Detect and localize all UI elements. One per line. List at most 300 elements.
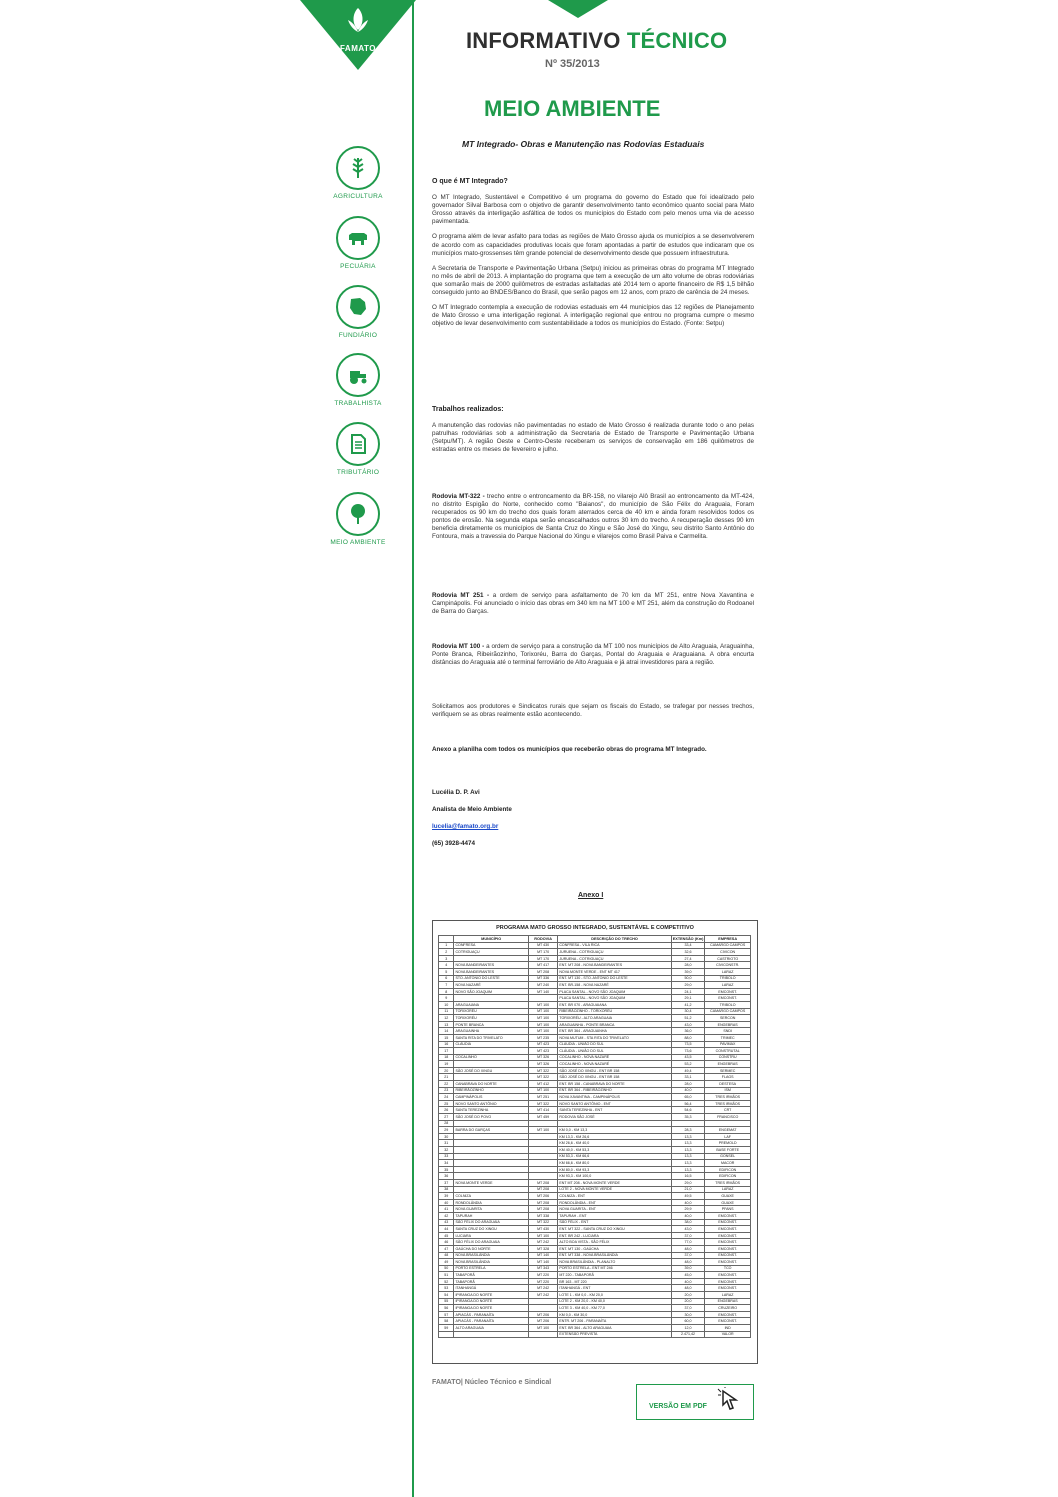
table-cell: NOVO SANTO ANTÔNIO [454, 1100, 529, 1107]
table-cell: MT 326 [528, 1054, 557, 1061]
table-row [439, 1232, 751, 1239]
table-cell: 24 [439, 1094, 454, 1101]
table-cell: ENT. BR 364 - ALTO ARAGUAIA [558, 1325, 671, 1332]
table-cell: 49 [439, 1259, 454, 1266]
table-cell [528, 1147, 557, 1154]
sidebar-item-label: PECUÁRIA [340, 263, 376, 270]
sidebar-item-meio-ambiente[interactable] [322, 492, 394, 546]
table-row [439, 1021, 751, 1028]
table-cell: MT 100 [528, 1001, 557, 1008]
table-cell: 88,0 [671, 1034, 705, 1041]
table-cell: EMCONST. [705, 995, 751, 1002]
table-cell: 13,3 [671, 1153, 705, 1160]
table-cell: MT 206 [528, 1311, 557, 1318]
table-cell: 51,2 [671, 1015, 705, 1022]
table-cell: NOVA BANDEIRANTES [454, 968, 529, 975]
table-cell: 43,0 [671, 1226, 705, 1233]
table-cell: 12,0 [671, 1325, 705, 1332]
sidebar-item-agricultura[interactable] [322, 146, 394, 200]
table-row [439, 1160, 751, 1167]
sidebar-item-label: FUNDIÁRIO [338, 332, 378, 339]
road-title: Rodovia MT 100 - [432, 643, 485, 650]
table-cell: 11 [439, 1008, 454, 1015]
table-cell: IPIRANGA DO NORTE [454, 1298, 529, 1305]
table-cell: MT 208 [528, 1186, 557, 1193]
table-cell: MT 100 [528, 1015, 557, 1022]
table-cell: FLAGS [705, 1074, 751, 1081]
table-cell: BR 163 - MT 220 [558, 1278, 671, 1285]
table-cell: ENGEBRAS [705, 1021, 751, 1028]
table-cell: ISM [705, 1087, 751, 1094]
table-cell: 18 [439, 1054, 454, 1061]
table-cell: 2.471,42 [671, 1331, 705, 1338]
tractor-icon [336, 353, 380, 397]
sidebar-item-label: TRABALHISTA [334, 400, 382, 407]
table-cell: 29,0 [671, 1179, 705, 1186]
table-cell: 37,0 [671, 1232, 705, 1239]
table-cell: MT 100 [528, 1021, 557, 1028]
table-cell: MT 336 [528, 975, 557, 982]
table-cell: 13,3 [671, 1133, 705, 1140]
table-cell: BARRA DO GARÇAS [454, 1127, 529, 1134]
table-cell: 28 [439, 1120, 454, 1127]
header-accent [548, 0, 608, 18]
table-cell: MT 322 [528, 1219, 557, 1226]
table-cell: PREMOLD [705, 1140, 751, 1147]
table-cell: 43,5 [671, 1054, 705, 1061]
table-cell: MT 423 [528, 1041, 557, 1048]
table-cell: ALTO ARAGUAIA [454, 1325, 529, 1332]
table-row [439, 1107, 751, 1114]
table-cell: LARAZ [705, 968, 751, 975]
table-row [439, 1087, 751, 1094]
paragraph: O MT Integrado contempla a execução de rodovias estaduais em 44 municípios das 12 regiões de Planejamento de Mato Grosso e uma interligação regional. A interligação regional que entrou no programa cumpre o mesmo objetivo de levar desenvolvimento com sustentabilidade a todos os municípios do Estado. (Fonte: Setpu) [432, 304, 754, 328]
table-row [439, 1028, 751, 1035]
table-cell: EMCONST. [705, 1311, 751, 1318]
table-cell: 52 [439, 1278, 454, 1285]
logo-text: FAMATO [339, 44, 377, 53]
table-cell: 36 [439, 1173, 454, 1180]
table-cell [454, 1160, 529, 1167]
table-cell: 77,0 [671, 1239, 705, 1246]
table-cell [454, 1166, 529, 1173]
table-cell: 19 [439, 1061, 454, 1068]
table-cell [454, 1048, 529, 1055]
table-cell: 60,0 [671, 1318, 705, 1325]
table-cell: MT 251 [528, 1094, 557, 1101]
table-row [439, 955, 751, 962]
table-cell: KM 66,6 - KM 80,0 [558, 1160, 671, 1167]
table-row [439, 1173, 751, 1180]
table-cell: RONDOLÂNDIA - ENT [558, 1199, 671, 1206]
table-cell: PAVIMAX [705, 1041, 751, 1048]
table-cell: KM 53,3 - KM 66,6 [558, 1153, 671, 1160]
table-cell: 48,0 [671, 1259, 705, 1266]
road-text: trecho entre o entroncamento da BR-158, no vilarejo Alô Brasil ao entroncamento da MT-424, no distrito Espigão do Norte, conhecido como "Baianos", do município de São Félix do Araguaia, Foram recuperados os 90 km do trecho dos quais foram aterrados cerca de 40 km e ainda foram resolvidos todos os pontos de erosão. Na segunda etapa serão encascalhados outros 30 km do trecho. A recuperação desses 90 km beneficia diretamente os municípios de Santa Cruz do Xingu e São José do Xingu, seu distrito Santo Antônio do Fontoura, mais a travessia do Parque Nacional do Xingu e vilarejos como Brasil Paiva e Carmelita. [432, 493, 754, 541]
road-mt100 [432, 643, 754, 667]
sidebar-item-tributario[interactable] [322, 422, 394, 476]
table-cell: 21,0 [671, 1186, 705, 1193]
table-row [439, 1331, 751, 1338]
table-cell: TRIBOLO [705, 975, 751, 982]
table-cell: COLNIZA [454, 1193, 529, 1200]
famato-logo[interactable] [318, 0, 398, 60]
table-row [439, 1034, 751, 1041]
road-title: Rodovia MT 251 - [432, 592, 490, 599]
table-cell: 40,0 [671, 1278, 705, 1285]
table-row [439, 1179, 751, 1186]
header-empresa: EMPRESA [705, 936, 751, 943]
page-title [466, 28, 727, 54]
table-cell: 29 [439, 1127, 454, 1134]
table-cell: NOVA GUARITA [454, 1206, 529, 1213]
table-cell: NOVO SANTO ANTÔNIO - ENT [558, 1100, 671, 1107]
cursor-hand-icon [715, 1387, 745, 1415]
table-cell: NOVA GUARITA - ENT [558, 1206, 671, 1213]
table-cell: NOVA MONTE VERDE [454, 1179, 529, 1186]
table-cell: 21 [439, 1074, 454, 1081]
table-cell: 40,0 [671, 1199, 705, 1206]
table-cell [528, 1133, 557, 1140]
title-part1: INFORMATIVO [466, 28, 627, 53]
table-row [439, 962, 751, 969]
table-cell: 25 [439, 1100, 454, 1107]
table-cell: SERMEC [705, 1067, 751, 1074]
table-cell: 39,0 [671, 1265, 705, 1272]
header-descricao: DESCRIÇÃO DO TRECHO [558, 936, 671, 943]
table-cell: 14 [439, 1028, 454, 1035]
table-row [439, 1008, 751, 1015]
table-cell: 30,0 [671, 1311, 705, 1318]
table-cell: CLÁUDIA - UNIÃO DO SUL [558, 1048, 671, 1055]
table-cell: 53,2 [671, 1061, 705, 1068]
table-cell: 48,0 [671, 1285, 705, 1292]
table-cell: 16,5 [671, 1173, 705, 1180]
table-cell: TORIXORÉU [454, 1015, 529, 1022]
table-cell: MT 322 [528, 1067, 557, 1074]
table-cell: LOTE 2 - NOVA MONTE VERDE [558, 1186, 671, 1193]
road-text: a ordem de serviço para asfaltamento de 70 km da MT 251, entre Nova Xavantina e Campinápolis. Foi anunciado o início das obras em 340 km na MT 100 e MT 251, além da construção do Rodoanel de Barra do Garças. [432, 592, 754, 616]
table-cell: MT 100 [528, 1008, 557, 1015]
table-cell: CLÁUDIA - UNIÃO DO SUL [558, 1041, 671, 1048]
table-row [439, 942, 751, 949]
table-cell: MT 100 [528, 1087, 557, 1094]
table-cell: APIACÁS - PARANAÍTA [454, 1311, 529, 1318]
sidebar-item-fundiario[interactable] [322, 285, 394, 339]
table-cell: KM 40,0 - KM 53,3 [558, 1147, 671, 1154]
table-cell: RIBEIRÃOZINHO [454, 1087, 529, 1094]
table-row [439, 1015, 751, 1022]
paragraph: Solicitamos aos produtores e Sindicatos rurais que sejam os fiscais do Estado, se trafegar por nesses trechos, verifiquem se as obras realmente estão acontecendo. [432, 703, 754, 719]
table-cell: 57 [439, 1311, 454, 1318]
table-cell: 65,0 [671, 1094, 705, 1101]
table-cell: 27 [439, 1114, 454, 1121]
table-cell: KM 80,0 - KM 93,3 [558, 1166, 671, 1173]
table-cell: CAMARGO CAMPOS [705, 942, 751, 949]
table-row [439, 1114, 751, 1121]
table-row [439, 1199, 751, 1206]
table-cell: 59 [439, 1325, 454, 1332]
table-cell: VALOR [705, 1331, 751, 1338]
question-heading: O que é MT Integrado? [432, 178, 508, 185]
table-cell [528, 1140, 557, 1147]
table-cell: 48 [439, 1252, 454, 1259]
table-cell: NOVA NAZARÉ [454, 982, 529, 989]
table-cell: ITANHANGÁ [454, 1285, 529, 1292]
table-cell: 26 [439, 1107, 454, 1114]
header-rodovia: RODOVIA [528, 936, 557, 943]
table-cell: 32,6 [671, 949, 705, 956]
table-row [439, 1081, 751, 1088]
table-cell: 73,6 [671, 1048, 705, 1055]
table-cell: ENT. MT 130 - STO. ANTONIO DO LESTE [558, 975, 671, 982]
table-cell: ALTO BOA VISTA - SÃO FÉLIX [558, 1239, 671, 1246]
table-cell: LOTE 2 - KM 20,0 - KM 40,0 [558, 1298, 671, 1305]
table-row [439, 968, 751, 975]
table-cell: 29,9 [671, 1206, 705, 1213]
table-cell: 37,0 [671, 1252, 705, 1259]
table-cell: EMCONST. [705, 1245, 751, 1252]
road-mt251 [432, 592, 754, 616]
table-row [439, 1061, 751, 1068]
table-cell: LARAZ [705, 1292, 751, 1299]
table-cell: NOVA BRASILÂNDIA [454, 1252, 529, 1259]
table-cell: MT 430 [528, 1226, 557, 1233]
table-cell: TAPURAH - ENT [558, 1212, 671, 1219]
table-cell: 37 [439, 1179, 454, 1186]
table-cell: 56,4 [671, 1100, 705, 1107]
table-cell: ENT MT 208 - NOVA MONTE VERDE [558, 1179, 671, 1186]
table-cell [454, 1173, 529, 1180]
table-cell: KM 26,6 - KM 40,0 [558, 1140, 671, 1147]
table-cell: 28,3 [671, 1127, 705, 1134]
table-cell: FRANCISCO [705, 1114, 751, 1121]
table-cell: STO. ANTONIO DO LESTE [454, 975, 529, 982]
table-row [439, 1153, 751, 1160]
annex-label: Anexo I [578, 892, 604, 899]
table-row [439, 1252, 751, 1259]
table-row [439, 1206, 751, 1213]
table-cell: 33,1 [671, 1074, 705, 1081]
table-cell [454, 1140, 529, 1147]
issue-number: Nº 35/2013 [545, 58, 600, 70]
table-cell: 20 [439, 1067, 454, 1074]
table-cell: 30,4 [671, 1008, 705, 1015]
table-row [439, 1318, 751, 1325]
table-cell: 55 [439, 1298, 454, 1305]
table-cell: GUAXE [705, 1199, 751, 1206]
table-cell: LOTE 3 - KM 40,0 - KM 77,0 [558, 1305, 671, 1312]
table-cell: ENGEMAT [705, 1127, 751, 1134]
table-cell: APIACÁS - PARANAÍTA [454, 1318, 529, 1325]
table-cell: 31 [439, 1140, 454, 1147]
email-link[interactable]: lucelia@famato.org.br [432, 823, 499, 831]
table-cell: COCALINHO [454, 1054, 529, 1061]
table-cell: 47 [439, 1245, 454, 1252]
table-cell: 20,0 [671, 1292, 705, 1299]
table-cell: 7 [439, 982, 454, 989]
table-cell: 35 [439, 1166, 454, 1173]
table-cell: LOTE 1 - KM 0,0 - KM 20,0 [558, 1292, 671, 1299]
table-cell: MT 206 [528, 1318, 557, 1325]
table-cell: MT 220 [528, 1278, 557, 1285]
table-cell [454, 995, 529, 1002]
table-cell: GAÚCHA DO NORTE [454, 1245, 529, 1252]
table-cell: TRES IRMÃOS [705, 1179, 751, 1186]
article-subtitle: MT Integrado- Obras e Manutenção nas Rodovias Estaduais [462, 139, 705, 149]
table-cell: MT 220 - TABAPORÃ [558, 1272, 671, 1279]
table-cell: 13,3 [671, 1166, 705, 1173]
table-cell: 3 [439, 955, 454, 962]
table-cell: EMCONST. [705, 1232, 751, 1239]
table-cell: 39,0 [671, 968, 705, 975]
works-section [432, 406, 754, 454]
table-cell: ENT. BR-158 - NOVA NAZARÉ [558, 982, 671, 989]
table-cell: TRES IRMÃOS [705, 1094, 751, 1101]
table-cell: LAF [705, 1133, 751, 1140]
sidebar-item-pecuaria[interactable] [322, 216, 394, 270]
table-cell: CONFRESA - VILA RICA [558, 942, 671, 949]
table-cell: JURUENA - COTRIGUAÇU [558, 949, 671, 956]
table-cell: PFANS [705, 1206, 751, 1213]
table-cell: 13,3 [671, 1160, 705, 1167]
table-row [439, 1272, 751, 1279]
table-cell: SANTA TEREZINHA - ENT [558, 1107, 671, 1114]
footer-org: FAMATO| Núcleo Técnico e Sindical [432, 1379, 552, 1386]
table-cell: NOVO SÃO JOAQUIM [454, 988, 529, 995]
table-cell: 49,5 [671, 1193, 705, 1200]
document-icon [336, 422, 380, 466]
author-role: Analista de Meio Ambiente [432, 806, 512, 814]
table-cell: ENTR. MT 206 - PARANAÍTA [558, 1318, 671, 1325]
table-cell [528, 1120, 557, 1127]
table-cell: 42 [439, 1212, 454, 1219]
table-cell: 54 [439, 1292, 454, 1299]
table-row [439, 982, 751, 989]
table-row [439, 1147, 751, 1154]
table-row [439, 1305, 751, 1312]
table-cell: CRT [705, 1107, 751, 1114]
table-cell [705, 1120, 751, 1127]
table-cell: KM 93,3 - KM 100,0 [558, 1173, 671, 1180]
annex-note [432, 746, 754, 754]
table-cell: EDIFICON [705, 1166, 751, 1173]
table-cell: 73,5 [671, 1041, 705, 1048]
table-row [439, 1325, 751, 1332]
table-cell: 45 [439, 1232, 454, 1239]
table-row [439, 1067, 751, 1074]
table-cell: 35,3 [671, 1114, 705, 1121]
sidebar-item-label: AGRICULTURA [333, 193, 383, 200]
table-cell: ITANHANGÁ - ENT [558, 1285, 671, 1292]
table-cell: MT 459 [528, 1114, 557, 1121]
table-cell: EDIFICON [705, 1173, 751, 1180]
table-cell: MT 242 [528, 1239, 557, 1246]
table-cell: COTRIGUAÇU [454, 949, 529, 956]
table-row [439, 1186, 751, 1193]
table-cell: MT 417 [528, 962, 557, 969]
table-cell: 58 [439, 1318, 454, 1325]
table-cell: COCALINHO - NOVA NAZARÉ [558, 1061, 671, 1068]
table-cell: ENT. MT 322 - SANTA CRUZ DO XINGU [558, 1226, 671, 1233]
table-cell: MT 140 [528, 1259, 557, 1266]
table-cell: EMCONST. [705, 1212, 751, 1219]
table-cell: EMCONST. [705, 1272, 751, 1279]
table-row [439, 1285, 751, 1292]
article-intro [432, 178, 754, 328]
paragraph: O MT Integrado, Sustentável e Competitivo é um programa do governo do Estado que foi idealizado pelo governador Silval Barbosa com o objetivo de garantir desenvolvimento tanto econômico quanto social para Mato Grosso através da interligação asfáltica de todos os municípios do Estado com pelo menos uma via de acesso pavimentada. [432, 194, 754, 226]
table-row [439, 1239, 751, 1246]
table-row [439, 1259, 751, 1266]
table-cell: 36,0 [671, 1028, 705, 1035]
table-cell: SANTA TEREZINHA [454, 1107, 529, 1114]
table-cell: EMCONST. [705, 1252, 751, 1259]
table-cell: CLÁUDIA [454, 1041, 529, 1048]
table-cell: CRUZEIRO [705, 1305, 751, 1312]
table-cell: PORTO ESTRELA [454, 1265, 529, 1272]
table-cell: SÃO FÉLIX - ENT [558, 1219, 671, 1226]
table-cell [454, 1331, 529, 1338]
table-cell: 38,0 [671, 1219, 705, 1226]
table-cell [558, 1120, 671, 1127]
table-cell [454, 1120, 529, 1127]
table-cell: MT 140 [528, 1252, 557, 1259]
table-cell: CONSTRU [705, 1054, 751, 1061]
table-cell: ENT. BR 364 - RIBEIRÃOZINHO [558, 1087, 671, 1094]
table-cell: IPIRANGA DO NORTE [454, 1305, 529, 1312]
table-cell: EMCONST. [705, 1226, 751, 1233]
table-cell: PONTE BRANCA [454, 1021, 529, 1028]
table-cell: EMCONST. [705, 1239, 751, 1246]
table-cell: 54,6 [671, 1107, 705, 1114]
table-cell: COCALINHO - NOVA NAZARÉ [558, 1054, 671, 1061]
table-cell [528, 1331, 557, 1338]
table-cell: 48,0 [671, 1245, 705, 1252]
table-cell: IND [705, 1325, 751, 1332]
table-cell: ENT. BR 158 - CANABRAVA DO NORTE [558, 1081, 671, 1088]
table-cell: 46 [439, 1239, 454, 1246]
table-cell: CONFRESA [454, 942, 529, 949]
table-cell: SERCON [705, 1015, 751, 1022]
table-cell: 30 [439, 1133, 454, 1140]
pdf-version-button[interactable] [636, 1384, 754, 1420]
table-cell: MT 328 [528, 1245, 557, 1252]
table-cell: MT 206 [528, 1193, 557, 1200]
table-cell: ENT. BR 364 - ARAGUAINHA [558, 1028, 671, 1035]
table-row [439, 1074, 751, 1081]
road-title: Rodovia MT-322 - [432, 493, 485, 500]
table-cell: TORIXORÉU - ALTO ARAGUAIA [558, 1015, 671, 1022]
table-cell: RONDOLÂNDIA [454, 1199, 529, 1206]
table-cell: LARAZ [705, 982, 751, 989]
table-cell [454, 1153, 529, 1160]
sidebar-item-trabalhista[interactable] [322, 353, 394, 407]
table-cell: 37,0 [671, 1305, 705, 1312]
table-cell: BASE FORTE [705, 1147, 751, 1154]
table-cell: MACOR [705, 1160, 751, 1167]
table-cell: KM 0,0 - KM 13,3 [558, 1127, 671, 1134]
table-cell: 12 [439, 1015, 454, 1022]
table-cell: NOVA BRASILÂNDIA - PLANALTO [558, 1259, 671, 1266]
table-cell: TABAPORÃ [454, 1272, 529, 1279]
table-cell: MT 235 [528, 1034, 557, 1041]
table-row [439, 1041, 751, 1048]
table-cell [528, 995, 557, 1002]
table-cell: 32 [439, 1147, 454, 1154]
table-cell: 40,0 [671, 1212, 705, 1219]
table-cell: MT 140 [528, 988, 557, 995]
table-row [439, 1278, 751, 1285]
